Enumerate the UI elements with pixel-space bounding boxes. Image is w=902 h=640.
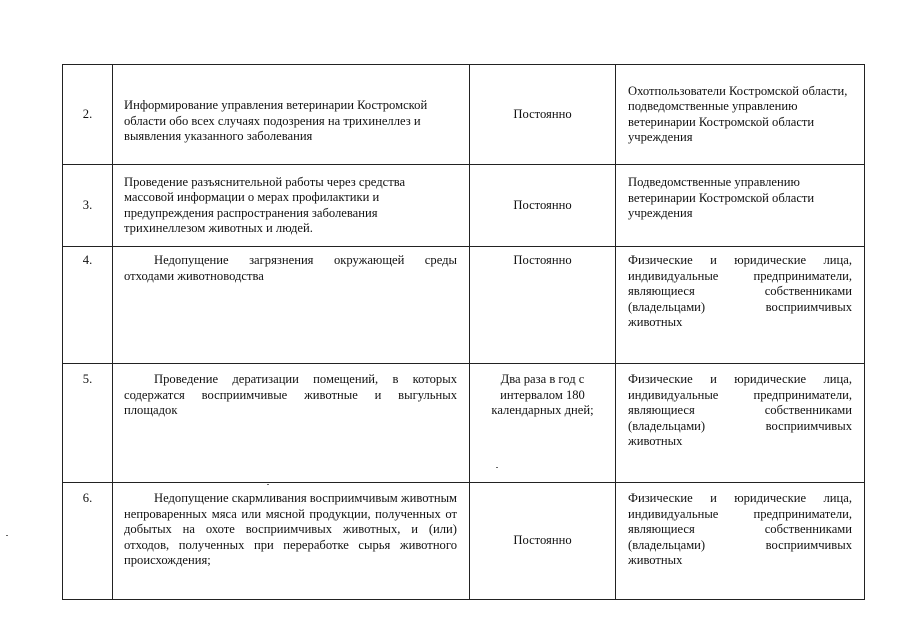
activity-text: Недопущение скармливания восприимчивым животным непроваренных мяса или мясной продукции, полученных от добытых на охоте восприимчивых животных, и (или) отходов, полученных при переработке сырья животного происхождения;	[113, 483, 470, 600]
row-number: 6.	[63, 483, 113, 600]
responsible-cell: Охотпользователи Костромской области, подведомственные управлению ветеринарии Костромской области учреждения	[616, 65, 865, 165]
responsible-text: Подведомственные управлению ветеринарии Костромской области учреждения	[628, 175, 815, 221]
scan-speck	[6, 535, 8, 536]
activity-text: Информирование управления ветеринарии Костромской области обо всех случаях подозрения на трихинеллез и выявления указанного заболевания	[124, 98, 428, 144]
responsible-cell: Физические и юридические лица, индивидуальные предприниматели, являющиеся собственниками (владельцами) восприимчивых животных	[616, 247, 865, 364]
responsible-cell: Физические и юридические лица, индивидуальные предприниматели, являющиеся собственниками (владельцами) восприимчивых животных	[616, 483, 865, 600]
table-row	[63, 165, 865, 247]
responsible-cell	[616, 165, 865, 247]
activity-text: Недопущение загрязнения окружающей среды отходами животноводства	[113, 247, 470, 364]
row-number: 5.	[63, 364, 113, 483]
activity-text: Проведение разъяснительной работы через средства массовой информации о мерах профилактики и предупреждения распространения заболевания трихинеллезом животных и людей.	[113, 165, 470, 247]
term-cell: Постоянно	[470, 247, 616, 364]
row-number: 2.	[63, 65, 113, 165]
term-cell: Два раза в год с интервалом 180 календарных дней;	[470, 364, 616, 483]
activity-text: Проведение дератизации помещений, в которых содержатся восприимчивые животные и выгульных площадок	[113, 364, 470, 483]
scan-speck	[267, 484, 269, 485]
row-number: 4.	[63, 247, 113, 364]
table-row	[63, 247, 865, 364]
term-cell: Постоянно	[470, 65, 616, 165]
table-row	[63, 364, 865, 483]
term-cell: Постоянно	[470, 165, 616, 247]
table-row	[63, 483, 865, 600]
responsible-cell: Физические и юридические лица, индивидуальные предприниматели, являющиеся собственниками (владельцами) восприимчивых животных	[616, 364, 865, 483]
term-cell: Постоянно	[470, 483, 616, 600]
row-number: 3.	[63, 165, 113, 247]
scan-speck	[496, 467, 498, 468]
measures-table	[62, 64, 865, 600]
table-row	[63, 65, 865, 165]
activity-cell	[113, 65, 470, 165]
